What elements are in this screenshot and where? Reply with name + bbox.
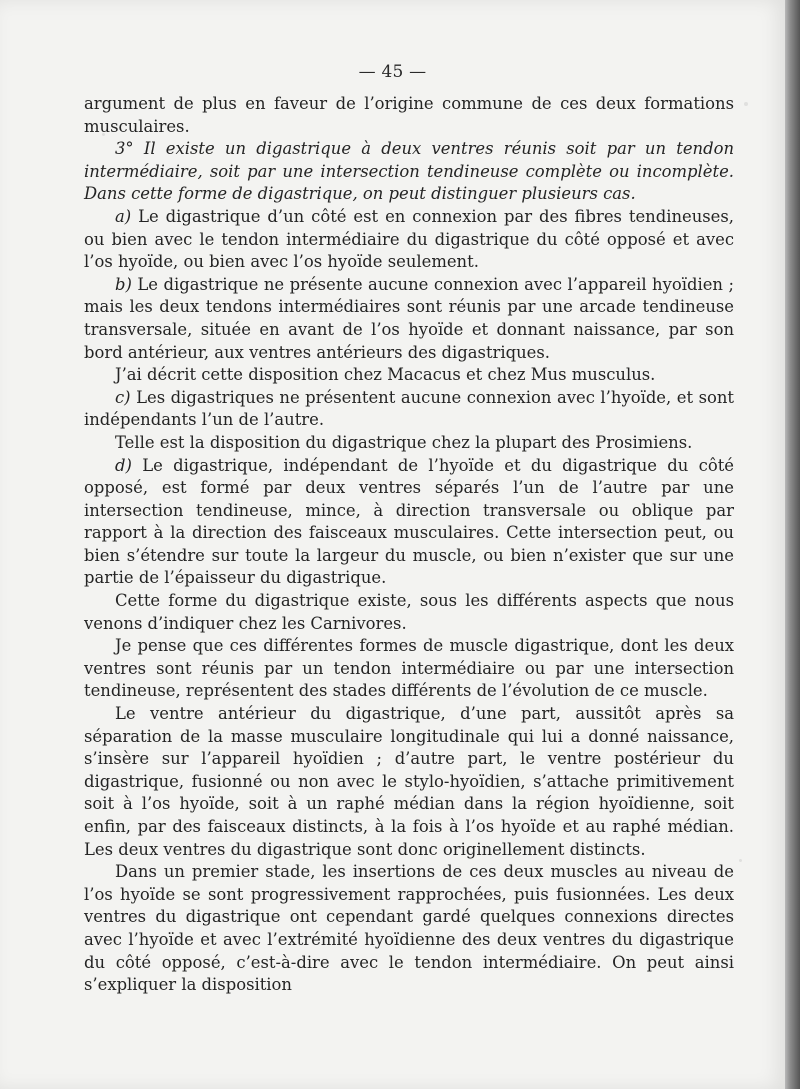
paragraph-8 bbox=[84, 455, 734, 591]
paragraph-10 bbox=[84, 635, 734, 703]
paragraph-8-text: Le digastrique, indépendant de l’hyoïde et du digastrique du côté opposé, est formé par deux ventres séparés l’un de l’autre par une intersection tendineuse, mince, à direction transversale ou oblique par rapport à la direction des faisceaux musculaires. Cette intersection peut, ou bien s’étendre sur toute la largeur du muscle, ou bien n’exister que sur une partie de l’épaisseur du digastrique. bbox=[84, 455, 734, 588]
paragraph-7 bbox=[84, 432, 734, 455]
page-edge-shadow bbox=[785, 0, 800, 1089]
paragraph-9-text: Cette forme du digastrique existe, sous les différents aspects que nous venons d’indiquer chez les Carnivores. bbox=[84, 591, 734, 633]
page-body-text bbox=[84, 93, 734, 997]
paragraph-6 bbox=[84, 387, 734, 432]
paragraph-9 bbox=[84, 590, 734, 635]
paragraph-5 bbox=[84, 364, 734, 387]
paragraph-4 bbox=[84, 274, 734, 364]
paragraph-3-prefix: a) bbox=[115, 206, 132, 226]
paragraph-7-text: Telle est la disposition du digastrique chez la plupart des Prosimiens. bbox=[115, 432, 693, 452]
paragraph-4-prefix: b) bbox=[115, 274, 132, 294]
paragraph-8-prefix: d) bbox=[115, 455, 132, 475]
paragraph-10-text: Je pense que ces différentes formes de muscle digastrique, dont les deux ventres sont réunis par un tendon intermédiaire ou par une intersection tendineuse, représentent des stades différents de l’évolution de ce muscle. bbox=[84, 636, 734, 701]
paragraph-4-text: Le digastrique ne présente aucune connexion avec l’appareil hyoïdien ; mais les deux tendons intermédiaires sont réunis par une arcade tendineuse transversale, située en avant de l’os hyoïde et donnant naissance, par son bord antérieur, aux ventres antérieurs des digastriques. bbox=[84, 274, 734, 362]
paragraph-5-text: J’ai décrit cette disposition chez Macacus et chez Mus musculus. bbox=[115, 365, 656, 385]
paragraph-2-text: Il existe un digastrique à deux ventres réunis soit par un tendon intermédiaire, soit par une intersection tendineuse complète ou incomplète. Dans cette forme de digastrique, on peut distinguer plusieurs cas. bbox=[84, 139, 735, 204]
paper-speck-2 bbox=[739, 859, 742, 862]
paragraph-2-prefix: 3° bbox=[115, 139, 134, 159]
paragraph-2 bbox=[84, 138, 734, 206]
paragraph-11-text: Le ventre antérieur du digastrique, d’une part, aussitôt après sa séparation de la masse musculaire longitudinale qui lui a donné naissance, s’insère sur l’appareil hyoïdien ; d’autre part, le ventre postérieur du digastrique, fusionné ou non avec le stylo-hyoïdien, s’attache primitivement soit à l’os hyoïde, soit à un raphé médian dans la région hyoïdienne, soit enfin, par des faisceaux distincts, à la fois à l’os hyoïde et au raphé médian. Les deux ventres du digastrique sont donc originellement distincts. bbox=[84, 704, 734, 859]
paragraph-1 bbox=[84, 93, 734, 138]
paragraph-3 bbox=[84, 206, 734, 274]
paragraph-12-text: Dans un premier stade, les insertions de ces deux muscles au niveau de l’os hyoïde se sont progressivement rapprochées, puis fusionnées. Les deux ventres du digastrique ont cependant gardé quelques connexions directes avec l’hyoïde et avec l’extrémité hyoïdienne des deux ventres du digastrique du côté opposé, c’est-à-dire avec le tendon intermédiaire. On peut ainsi s’expliquer la disposition bbox=[84, 862, 734, 995]
paragraph-12 bbox=[84, 861, 734, 997]
paper-speck-3 bbox=[102, 133, 105, 136]
paragraph-11 bbox=[84, 703, 734, 861]
paragraph-1-text: argument de plus en faveur de l’origine commune de ces deux formations musculaires. bbox=[84, 94, 734, 136]
paper-speck-1 bbox=[744, 102, 748, 106]
paragraph-3-text: Le digastrique d’un côté est en connexion par des fibres tendineuses, ou bien avec le tendon intermédiaire du digastrique du côté opposé et avec l’os hyoïde, ou bien avec l’os hyoïde seulement. bbox=[84, 206, 734, 272]
paragraph-6-prefix: c) bbox=[115, 387, 131, 407]
paragraph-6-text: Les digastriques ne présentent aucune connexion avec l’hyoïde, et sont indépendants l’un de l’autre. bbox=[84, 387, 734, 430]
page-number: — 45 — bbox=[358, 62, 427, 82]
